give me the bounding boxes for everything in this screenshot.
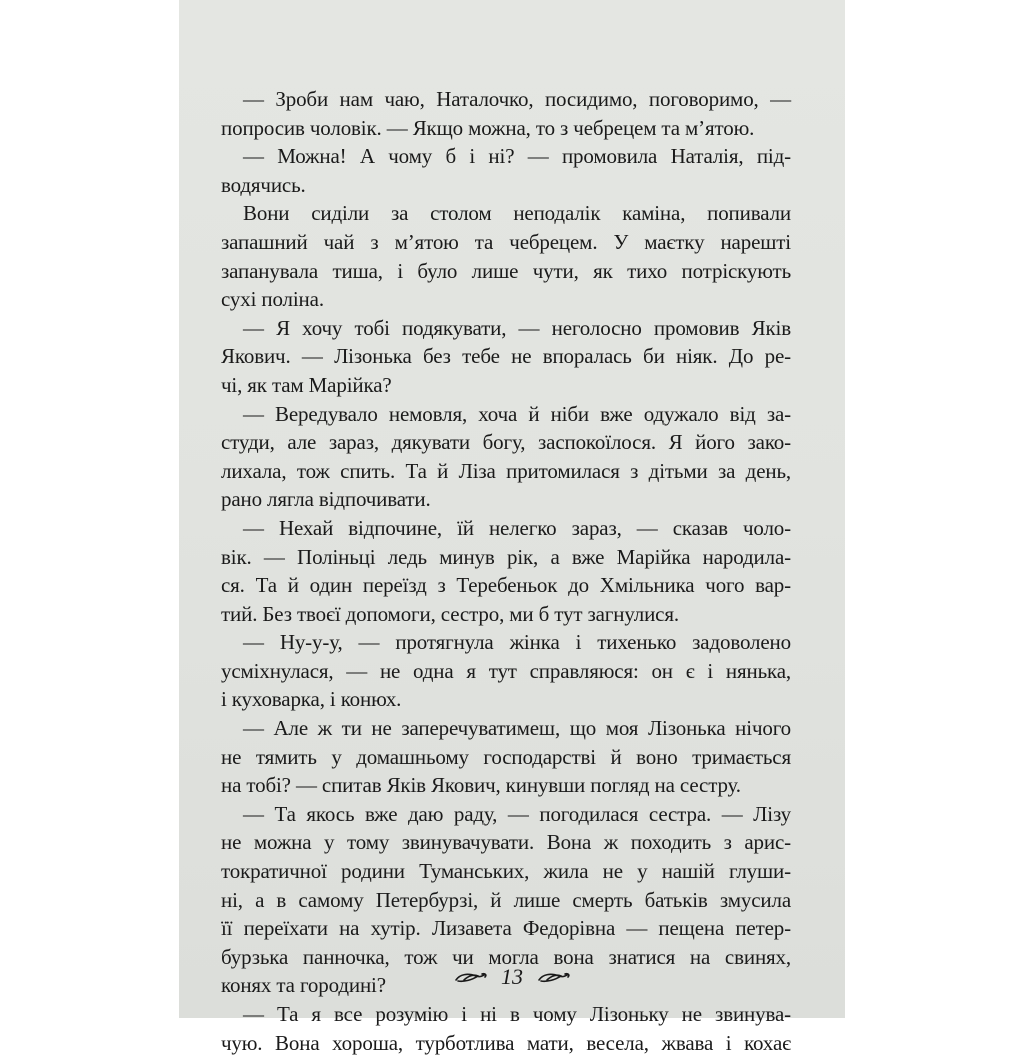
body-text (221, 85, 791, 1057)
text-line: тократичної родини Туманських, жила не у нашій глуши- (221, 859, 791, 884)
text-line: — Та якось вже даю раду, — погодилася сестра. — Лізу (243, 801, 791, 826)
text-line: бурзька панночка, тож чи могла вона знатися на свинях, (221, 944, 791, 969)
text-line: запашний чай з м’ятою та чебрецем. У маєтку нарешті (221, 229, 791, 254)
text-line: — Та я все розумію і ні в чому Лізоньку не звинува- (243, 1002, 791, 1026)
text-line: сухі поліна. (221, 287, 324, 312)
text-line: — Але ж ти не заперечуватимеш, що моя Лізонька нічого (243, 716, 791, 741)
text-line: — Я хочу тобі подякувати, — неголосно промовив Яків (243, 315, 791, 340)
text-line: на тобі? — спитав Яків Якович, кинувши погляд на сестру. (221, 773, 741, 798)
text-line: лихала, тож спить. Та й Ліза притомилася з дітьми за день, (221, 458, 791, 483)
text-line: — Ну-у-у, — протягнула жінка і тихенько задоволено (243, 630, 791, 655)
text-line: рано лягла відпочивати. (221, 487, 431, 512)
text-line: Вони сиділи за столом неподалік каміна, попивали (243, 201, 791, 226)
text-line: усміхнулася, — не одна я тут справляюся: он є і нянька, (221, 658, 791, 683)
text-line: конях та городині? (221, 973, 386, 998)
text-line: — Зроби нам чаю, Наталочко, посидимо, поговоримо, — (243, 87, 791, 111)
left-flourish-icon (454, 970, 488, 984)
book-page (179, 0, 845, 1055)
page-footer (179, 962, 845, 990)
text-line: водячись. (221, 172, 306, 197)
text-line: Якович. — Лізонька без тебе не впоралась би ніяк. До ре- (221, 344, 791, 369)
text-line: її переїхати на хутір. Лизавета Федорівна — пещена петер- (221, 916, 791, 941)
text-line: запанувала тиша, і було лише чути, як тихо потріскують (221, 258, 791, 283)
text-line: ні, а в самому Петербурзі, й лише смерть батьків змусила (221, 887, 791, 912)
text-line: — Можна! А чому б і ні? — промовила Наталія, під- (243, 144, 791, 169)
text-line: і куховарка, і конюх. (221, 687, 402, 712)
text-line: вік. — Поліньці ледь минув рік, а вже Марійка народила- (221, 544, 791, 569)
right-flourish-icon (537, 970, 571, 984)
text-line: не можна у тому звинувачувати. Вона ж походить з арис- (221, 830, 791, 855)
text-line: попросив чоловік. — Якщо можна, то з чебрецем та м’ятою. (221, 115, 755, 140)
text-line: ся. Та й один переїзд з Теребеньок до Хмільника чого вар- (221, 573, 791, 598)
text-line: студи, але зараз, дякувати богу, заспокоїлося. Я його зако- (221, 430, 791, 455)
page-number: 13 (501, 963, 523, 989)
text-line: тий. Без твоєї допомоги, сестро, ми б тут загнулися. (221, 601, 679, 626)
text-line: чую. Вона хороша, турботлива мати, весела, жвава і кохає (221, 1030, 791, 1055)
text-line: чі, як там Марійка? (221, 372, 392, 397)
text-line: не тямить у домашньому господарстві й воно тримається (221, 744, 791, 769)
text-line: — Нехай відпочине, їй нелегко зараз, — сказав чоло- (243, 515, 791, 540)
text-line: — Вередувало немовля, хоча й ніби вже одужало від за- (243, 401, 791, 426)
